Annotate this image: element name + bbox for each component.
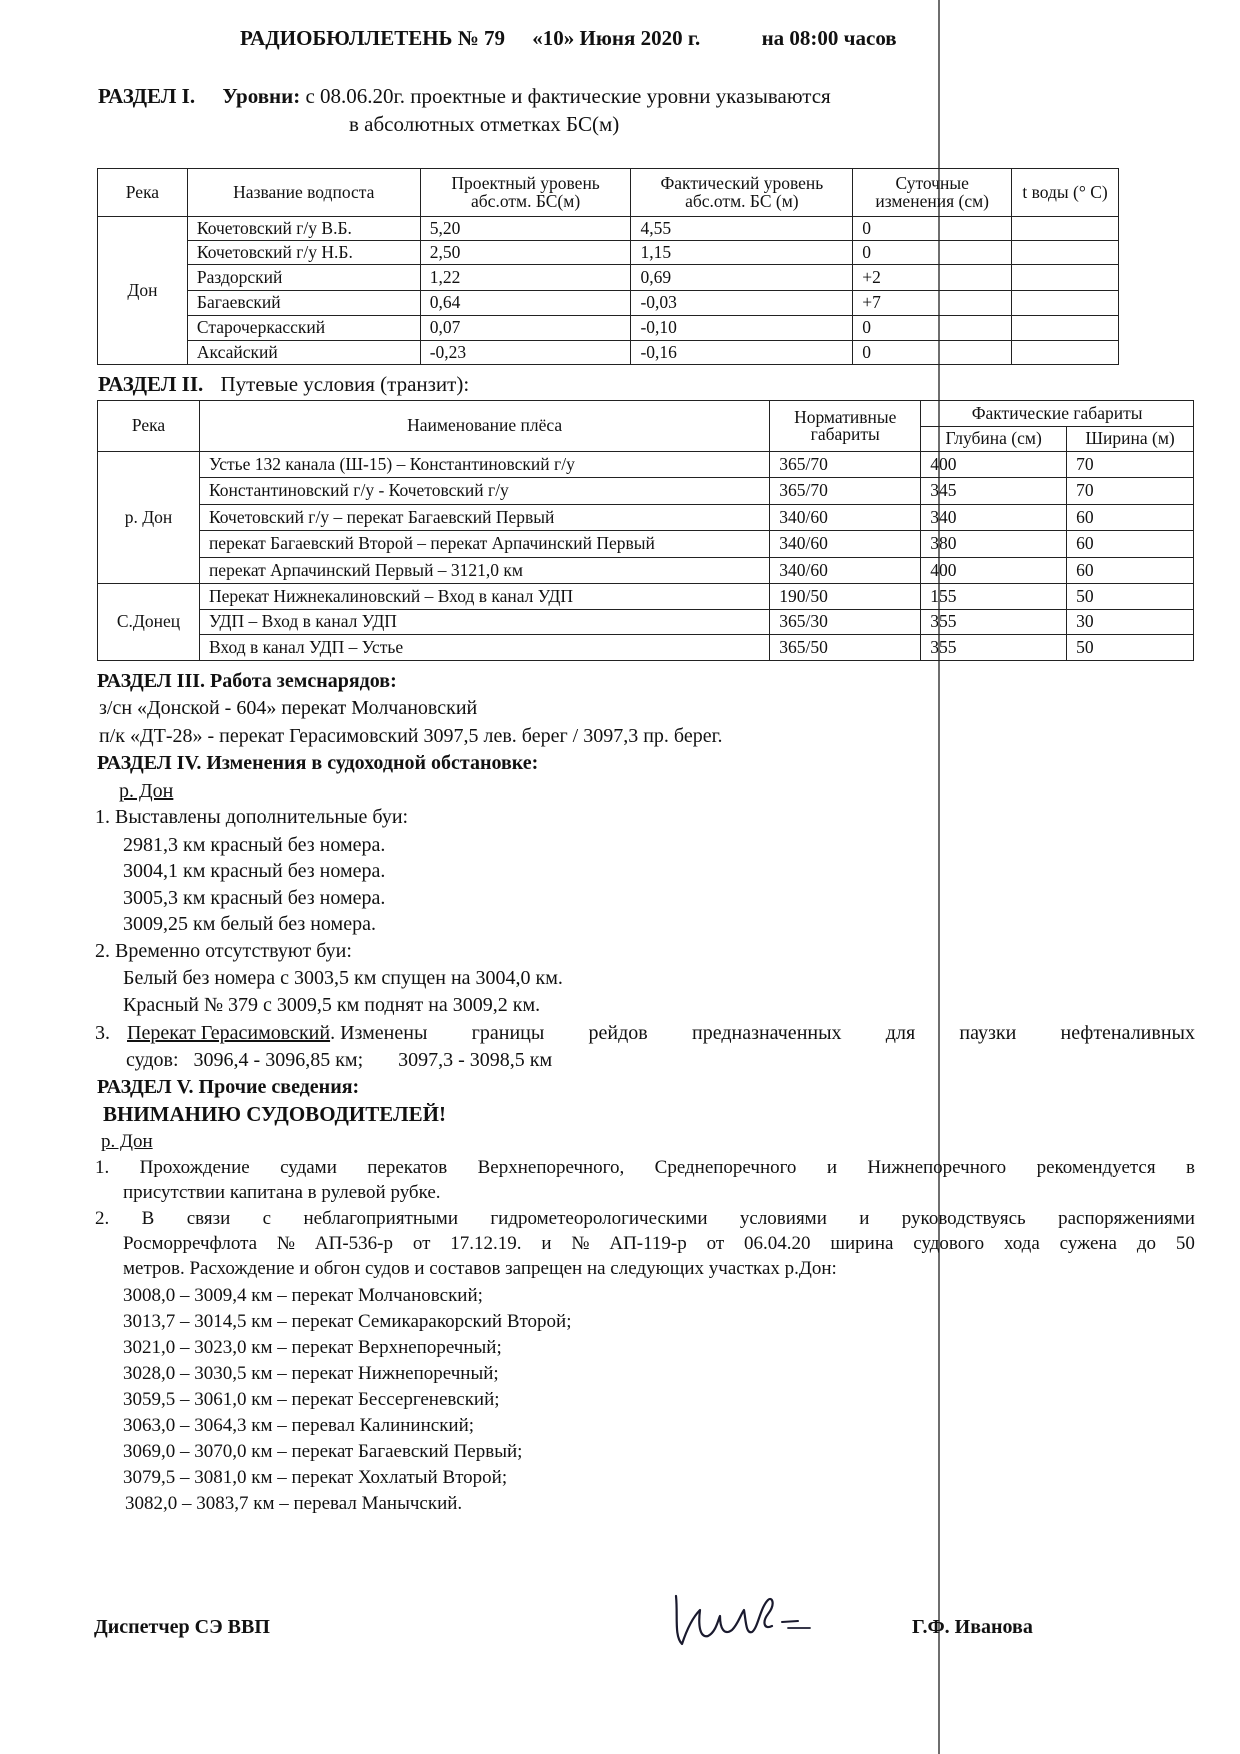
- section5-p2-line2: [123, 1233, 1195, 1255]
- list-item: 3004,1 км красный без номера.: [123, 860, 386, 882]
- text-word: в: [1186, 1157, 1195, 1178]
- table-row: [98, 241, 1119, 265]
- table-row: [98, 505, 1194, 531]
- list-item: 3059,5 – 3061,0 км – перекат Бессергеневский;: [123, 1389, 500, 1410]
- temp-cell: [1012, 241, 1119, 265]
- stretch-cell: Константиновский г/у - Кочетовский г/у: [199, 478, 769, 505]
- list-item: 3008,0 – 3009,4 км – перекат Молчановский;: [123, 1285, 483, 1306]
- norm-cell: 365/70: [770, 452, 921, 478]
- text-word: для: [885, 1022, 916, 1044]
- text-word: от: [706, 1233, 725, 1254]
- header-river: Река: [98, 169, 188, 217]
- table-row: [98, 316, 1119, 341]
- post-cell: Кочетовский г/у В.Б.: [187, 217, 420, 241]
- stretch-cell: Кочетовский г/у – перекат Багаевский Первый: [199, 505, 769, 531]
- norm-cell: 365/50: [770, 635, 921, 661]
- list-item: 3082,0 – 3083,7 км – перевал Манычский.: [125, 1493, 463, 1514]
- depth-cell: 380: [921, 531, 1067, 558]
- bulletin-date: «10» Июня 2020 г.: [532, 26, 701, 50]
- section4-item2: 2. Временно отсутствуют буи:: [95, 940, 352, 962]
- table-row: [98, 635, 1194, 661]
- section5-p2-line3: метров. Расхождение и обгон судов и составов запрещен на следующих участках р.Дон:: [123, 1258, 837, 1279]
- temp-cell: [1012, 341, 1119, 365]
- section4-item3-line2: судов: 3096,4 - 3096,85 км; 3097,3 - 3098,5 км: [126, 1049, 553, 1071]
- table-row: [98, 478, 1194, 505]
- stretch-cell: Устье 132 канала (Ш-15) – Константиновский г/у: [199, 452, 769, 478]
- list-item: 3009,25 км белый без номера.: [123, 913, 376, 935]
- list-item: 2981,3 км красный без номера.: [123, 834, 386, 856]
- section1-levels-label: Уровни:: [222, 84, 301, 108]
- list-item: 3028,0 – 3030,5 км – перекат Нижнепоречный;: [123, 1363, 499, 1384]
- section2-heading: [98, 372, 469, 397]
- header-stretch: Наименование плёса: [199, 401, 769, 452]
- text-word: неблагоприятными: [303, 1208, 458, 1229]
- section1-text-line1: с 08.06.20г. проектные и фактические уровни указываются: [305, 84, 831, 108]
- header-width: Ширина (м): [1067, 427, 1194, 452]
- width-cell: 60: [1067, 558, 1194, 584]
- text-word: Росморречфлота: [123, 1233, 258, 1254]
- width-cell: 70: [1067, 478, 1194, 505]
- bulletin-time: на 08:00 часов: [761, 26, 897, 50]
- table-header-row: [98, 401, 1194, 427]
- text-word: 2.: [95, 1208, 110, 1229]
- river-cell: Дон: [98, 217, 188, 365]
- width-cell: 50: [1067, 635, 1194, 661]
- section4-river: р. Дон: [119, 780, 174, 802]
- text-word: и: [541, 1233, 552, 1254]
- transit-conditions-table: [97, 400, 1194, 661]
- text-word: судами: [280, 1157, 337, 1178]
- text-word: №: [571, 1233, 590, 1254]
- water-levels-table: [97, 168, 1119, 365]
- norm-cell: 365/30: [770, 610, 921, 635]
- depth-cell: 345: [921, 478, 1067, 505]
- section1-label: РАЗДЕЛ I.: [98, 84, 196, 108]
- stretch-cell: УДП – Вход в канал УДП: [199, 610, 769, 635]
- text-word: ширина: [830, 1233, 894, 1254]
- list-item: Красный № 379 с 3009,5 км поднят на 3009,2 км.: [123, 994, 541, 1016]
- table-row: [98, 291, 1119, 316]
- text-word: рейдов: [588, 1022, 648, 1044]
- text-word: Прохождение: [139, 1157, 250, 1178]
- header-water-temp: t воды (° С): [1012, 169, 1119, 217]
- post-cell: Багаевский: [187, 291, 420, 316]
- temp-cell: [1012, 265, 1119, 291]
- norm-cell: 190/50: [770, 584, 921, 610]
- header-actual: Фактические габариты: [921, 401, 1194, 427]
- list-item: 3021,0 – 3023,0 км – перекат Верхнепоречный;: [123, 1337, 502, 1358]
- norm-cell: 365/70: [770, 478, 921, 505]
- change-cell: +7: [853, 291, 1012, 316]
- bulletin-title: РАДИОБЮЛЛЕТЕНЬ № 79: [240, 26, 506, 50]
- header-project-level: Проектный уровень абс.отм. БС(м): [420, 169, 631, 217]
- depth-cell: 400: [921, 452, 1067, 478]
- list-item: 3005,3 км красный без номера.: [123, 887, 386, 909]
- text-word: паузки: [959, 1022, 1017, 1044]
- norm-cell: 340/60: [770, 558, 921, 584]
- list-item: 3063,0 – 3064,3 км – перевал Калининский;: [123, 1415, 475, 1436]
- depth-cell: 400: [921, 558, 1067, 584]
- list-item: 3013,7 – 3014,5 км – перекат Семикаракорский Второй;: [123, 1311, 572, 1332]
- text-word: . Изменены: [330, 1022, 428, 1044]
- depth-cell: 340: [921, 505, 1067, 531]
- table-row: [98, 341, 1119, 365]
- project-cell: 5,20: [420, 217, 631, 241]
- table-row: [98, 217, 1119, 241]
- text-word: АП-536-р: [314, 1233, 394, 1254]
- project-cell: 0,64: [420, 291, 631, 316]
- change-cell: 0: [853, 341, 1012, 365]
- section5-p1-line1: [95, 1157, 1195, 1179]
- text-word: АП-119-р: [609, 1233, 687, 1254]
- text-word: судового: [913, 1233, 985, 1254]
- post-cell: Раздорский: [187, 265, 420, 291]
- change-cell: 0: [853, 241, 1012, 265]
- depth-cell: 355: [921, 635, 1067, 661]
- width-cell: 50: [1067, 584, 1194, 610]
- post-cell: Аксайский: [187, 341, 420, 365]
- project-cell: 2,50: [420, 241, 631, 265]
- width-cell: 70: [1067, 452, 1194, 478]
- section5-title: РАЗДЕЛ V. Прочие сведения:: [97, 1076, 360, 1098]
- section1-text-line2: в абсолютных отметках БС(м): [349, 112, 620, 136]
- section4-item1: 1. Выставлены дополнительные буи:: [95, 806, 409, 828]
- text-word: гидрометеорологическими: [490, 1208, 708, 1229]
- table-row: [98, 531, 1194, 558]
- norm-cell: 340/60: [770, 505, 921, 531]
- list-item: 3069,0 – 3070,0 км – перекат Багаевский Первый;: [123, 1441, 523, 1462]
- handwritten-signature-icon: [664, 1586, 834, 1656]
- change-cell: +2: [853, 265, 1012, 291]
- section2-label: РАЗДЕЛ II.: [98, 372, 204, 396]
- river-cell: С.Донец: [98, 584, 200, 661]
- text-word: №: [276, 1233, 296, 1254]
- text-word: Нижнепоречного: [867, 1157, 1007, 1178]
- text-word: хода: [1003, 1233, 1040, 1254]
- signature-name: Г.Ф. Иванова: [912, 1616, 1033, 1638]
- text-word: 1.: [95, 1157, 110, 1178]
- temp-cell: [1012, 316, 1119, 341]
- temp-cell: [1012, 291, 1119, 316]
- text-word: 50: [1175, 1233, 1195, 1254]
- section3-title: РАЗДЕЛ III. Работа земснарядов:: [97, 670, 397, 692]
- text-word: предназначенных: [692, 1022, 842, 1044]
- section3-line: п/к «ДТ-28» - перекат Герасимовский 3097,5 лев. берег / 3097,3 пр. берег.: [99, 725, 723, 747]
- section4-item3-lead: [127, 1022, 427, 1045]
- section4-title: РАЗДЕЛ IV. Изменения в судоходной обстановке:: [97, 752, 539, 774]
- text-word: границы: [471, 1022, 545, 1044]
- text-word: и: [859, 1208, 870, 1229]
- actual-cell: -0,03: [631, 291, 853, 316]
- text-word: 17.12.19.: [450, 1233, 522, 1254]
- text-word: Среднепоречного: [654, 1157, 797, 1178]
- section4-item3-number: 3.: [95, 1022, 110, 1044]
- section5-p1-line2: присутствии капитана в рулевой рубке.: [123, 1182, 441, 1203]
- table-header-row: [98, 169, 1119, 217]
- post-cell: Старочеркасский: [187, 316, 420, 341]
- text-word: до: [1136, 1233, 1156, 1254]
- text-word: и: [826, 1157, 837, 1178]
- temp-cell: [1012, 217, 1119, 241]
- stretch-cell: перекат Арпачинский Первый – 3121,0 км: [199, 558, 769, 584]
- text-word: перекатов: [367, 1157, 448, 1178]
- text-word: В: [141, 1208, 155, 1229]
- header-daily-change: Суточные изменения (см): [853, 169, 1012, 217]
- stretch-cell: Вход в канал УДП – Устье: [199, 635, 769, 661]
- table-row: [98, 265, 1119, 291]
- depth-cell: 355: [921, 610, 1067, 635]
- header-post: Название водпоста: [187, 169, 420, 217]
- bulletin-header: [240, 26, 897, 51]
- header-river: Река: [98, 401, 200, 452]
- text-word: условиями: [739, 1208, 827, 1229]
- section5-p2-line1: [95, 1208, 1195, 1230]
- text-word: нефтеналивных: [1060, 1022, 1195, 1044]
- section5-attention: ВНИМАНИЮ СУДОВОДИТЕЛЕЙ!: [103, 1102, 446, 1126]
- project-cell: 0,07: [420, 316, 631, 341]
- change-cell: 0: [853, 217, 1012, 241]
- section2-title: Путевые условия (транзит):: [220, 372, 470, 396]
- stretch-cell: Перекат Нижнекалиновский – Вход в канал УДП: [199, 584, 769, 610]
- text-word: Верхнепоречного,: [477, 1157, 625, 1178]
- table-row: [98, 558, 1194, 584]
- actual-cell: 0,69: [631, 265, 853, 291]
- text-word: связи: [186, 1208, 231, 1229]
- text-word: 06.04.20: [744, 1233, 811, 1254]
- section4-item3: [95, 1022, 1195, 1045]
- text-word: от: [412, 1233, 431, 1254]
- header-depth: Глубина (см): [921, 427, 1067, 452]
- stretch-cell: перекат Багаевский Второй – перекат Арпачинский Первый: [199, 531, 769, 558]
- section3-line: з/сн «Донской - 604» перекат Молчановский: [99, 697, 478, 719]
- table-row: [98, 452, 1194, 478]
- signature-position: Диспетчер СЭ ВВП: [94, 1616, 270, 1638]
- header-normative: Нормативные габариты: [770, 401, 921, 452]
- post-cell: Кочетовский г/у Н.Б.: [187, 241, 420, 265]
- project-cell: 1,22: [420, 265, 631, 291]
- width-cell: 30: [1067, 610, 1194, 635]
- river-cell: р. Дон: [98, 452, 200, 584]
- text-word: рекомендуется: [1036, 1157, 1156, 1178]
- table-row: [98, 584, 1194, 610]
- text-word: руководствуясь: [901, 1208, 1026, 1229]
- text-word: сужена: [1059, 1233, 1117, 1254]
- depth-cell: 155: [921, 584, 1067, 610]
- actual-cell: -0,10: [631, 316, 853, 341]
- actual-cell: 1,15: [631, 241, 853, 265]
- text-word: с: [262, 1208, 272, 1229]
- width-cell: 60: [1067, 505, 1194, 531]
- list-item: 3079,5 – 3081,0 км – перекат Хохлатый Второй;: [123, 1467, 508, 1488]
- header-actual-level: Фактический уровень абс.отм. БС (м): [631, 169, 853, 217]
- norm-cell: 340/60: [770, 531, 921, 558]
- text-word: распоряжениями: [1058, 1208, 1195, 1229]
- change-cell: 0: [853, 316, 1012, 341]
- actual-cell: -0,16: [631, 341, 853, 365]
- section4-item3-line1: [127, 1022, 1195, 1045]
- list-item: Белый без номера с 3003,5 км спущен на 3004,0 км.: [123, 967, 563, 989]
- project-cell: -0,23: [420, 341, 631, 365]
- section5-river: р. Дон: [101, 1131, 153, 1152]
- width-cell: 60: [1067, 531, 1194, 558]
- actual-cell: 4,55: [631, 217, 853, 241]
- section4-item3-link: Перекат Герасимовский: [127, 1022, 331, 1044]
- section1-heading: [98, 84, 831, 109]
- table-row: [98, 610, 1194, 635]
